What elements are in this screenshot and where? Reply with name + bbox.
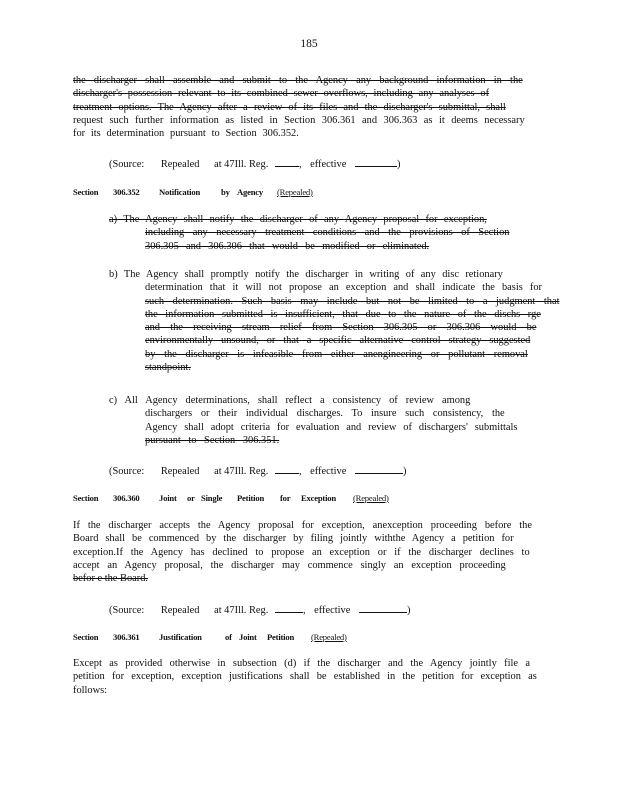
item-b xyxy=(109,268,559,374)
section-heading-306-360: Section 306.360 Joint or Single Petition for Exception (Repealed) xyxy=(73,493,413,505)
paragraph-justification xyxy=(73,657,537,697)
blank-line xyxy=(275,463,299,474)
source-repealed: Repealed xyxy=(160,159,200,170)
struck-text: treatment options. The Agency after a review of its files and the discharger's submittal, shall xyxy=(73,101,506,113)
text-line: dischargers or their individual discharges. To insure such consistency, the xyxy=(145,408,505,420)
paragraph-joint-petition xyxy=(73,519,532,585)
text-line: b) The Agency shall promptly notify the discharger in writing of any disc retionary xyxy=(109,269,503,280)
blank-line xyxy=(275,156,299,167)
blank-line xyxy=(359,602,407,613)
source-note: (Source: Repealed at 47Ill. Reg. , effective ) xyxy=(109,156,400,170)
text-line: exception.If the Agency has declined to propose an exception or if the discharger declines to xyxy=(73,546,530,558)
text-line: Except as provided otherwise in subsection (d) if the discharger and the Agency jointly file a xyxy=(73,658,531,669)
blank-line xyxy=(355,156,397,167)
text-line: and the receiving stream relief from Section 306.305 or 306.306 would be xyxy=(145,322,537,334)
text-line: If the discharger accepts the Agency proposal for exception, anexception proceeding before the xyxy=(73,520,532,531)
text-line: standpoint. xyxy=(145,362,191,374)
text-line: the discharger shall assemble and submit to the Agency any background information in the xyxy=(73,75,523,86)
text-line: for its determination pursuant to Section 306.352. xyxy=(73,128,299,140)
item-c xyxy=(109,394,517,447)
text-line: befor e the Board. xyxy=(73,573,149,585)
text-line: accept an Agency proposal, the discharger may commence singly an exception proceeding xyxy=(73,559,506,571)
text-line xyxy=(73,101,539,114)
text-line: Agency shall adopt criteria for evaluation and review of dischargers' submittals xyxy=(145,421,518,433)
paragraph-background-info xyxy=(73,74,539,140)
text-line: pursuant to Section 306.351. xyxy=(145,434,280,446)
text-line: by the discharger is infeasible from either anengineering or pollutant removal xyxy=(145,348,528,360)
item-a xyxy=(109,213,509,253)
text-line: 306.305 and 306.306 that would be modified or eliminated. xyxy=(145,240,430,252)
source-effective: effective xyxy=(310,159,347,170)
source-label: (Source: xyxy=(109,159,145,170)
text-line: request such further information as listed in Section 306.361 and 306.363 as it deems necessary xyxy=(73,114,525,126)
page-number: 185 xyxy=(300,38,318,50)
repealed-label: (Repealed) xyxy=(353,493,389,503)
blank-line xyxy=(355,463,403,474)
text-line: petition for exception, exception justifications shall be established in the petition for exception as xyxy=(73,671,537,683)
repealed-label: (Repealed) xyxy=(277,187,313,197)
text-line: a) The Agency shall notify the discharger of any Agency proposal for exception, xyxy=(109,214,487,225)
text-line: c) All Agency determinations, shall reflect a consistency of review among xyxy=(109,395,471,406)
text-line: environmentally unsound, or that a specific alternative control strategy suggested xyxy=(145,335,531,347)
text-line: discharger's possession relevant to its combined sewer overflows, including any analyses of xyxy=(73,88,490,100)
blank-line xyxy=(275,602,303,613)
text-line: Board shall be commenced by the discharger by filing jointly withthe Agency a petition for xyxy=(73,533,514,545)
text-line: determination that it will not propose an exception and shall indicate the basis for xyxy=(145,282,542,294)
source-note: (Source: Repealed at 47Ill. Reg. , effective ) xyxy=(109,602,410,616)
source-register: at 47Ill. Reg. xyxy=(214,159,269,170)
repealed-label: (Repealed) xyxy=(311,632,347,642)
text-line: the information submitted is insufficient, that due to the nature of the dischs rge xyxy=(145,308,541,320)
section-heading-306-361: Section 306.361 Justification of Joint Petition (Repealed) xyxy=(73,632,373,644)
text-line: such determination. Such basis may include but not be limited to a judgment that xyxy=(145,295,560,307)
text-line: follows: xyxy=(73,684,108,696)
source-note: (Source: Repealed at 47Ill. Reg. , effective ) xyxy=(109,463,406,477)
text-line: including any necessary treatment conditions and the provisions of Section xyxy=(145,227,510,239)
section-heading-306-352: Section 306.352 Notification by Agency (Repealed) xyxy=(73,187,343,199)
